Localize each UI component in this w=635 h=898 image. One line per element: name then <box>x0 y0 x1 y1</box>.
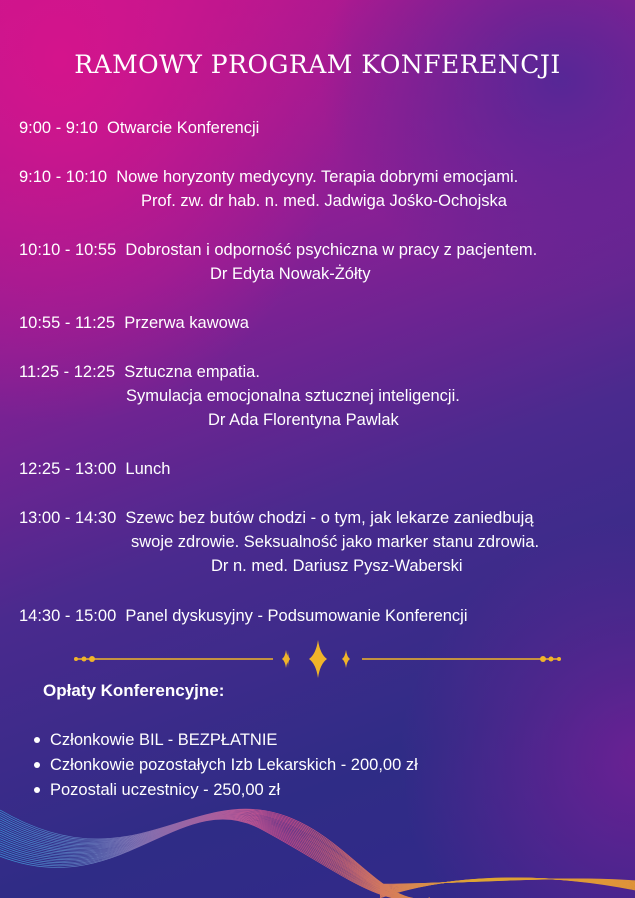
bullet-icon <box>34 762 40 768</box>
ornament-divider <box>70 640 565 680</box>
program-item: 9:10 - 10:10 Nowe horyzonty medycyny. Terapia dobrymi emocjami. <box>19 168 519 186</box>
program-item: 9:00 - 9:10 Otwarcie Konferencji <box>19 119 260 137</box>
program-item: 10:10 - 10:55 Dobrostan i odporność psychiczna w pracy z pacjentem. <box>19 241 538 259</box>
fee-item <box>30 728 418 753</box>
fees-heading: Opłaty Konferencyjne: <box>43 681 225 700</box>
program-speaker: Dr n. med. Dariusz Pysz-Waberski <box>211 557 463 575</box>
wave-line <box>0 815 635 898</box>
program-item: 10:55 - 11:25 Przerwa kawowa <box>19 314 249 332</box>
program-speaker: Dr Ada Florentyna Pawlak <box>208 411 399 429</box>
star-icon <box>309 640 327 678</box>
program-item-continued: swoje zdrowie. Seksualność jako marker stanu zdrowia. <box>131 533 540 551</box>
program-item: 12:25 - 13:00 Lunch <box>19 460 171 478</box>
star-icon <box>342 650 350 668</box>
fee-text: Członkowie BIL - BEZPŁATNIE <box>50 731 278 749</box>
wave-line <box>0 817 635 898</box>
program-item: 14:30 - 15:00 Panel dyskusyjny - Podsumowanie Konferencji <box>19 607 468 625</box>
program-item: 11:25 - 12:25 Sztuczna empatia. <box>19 363 260 381</box>
fee-text: Pozostali uczestnicy - 250,00 zł <box>50 781 281 799</box>
fee-item <box>30 753 418 778</box>
wave-line <box>0 813 635 898</box>
page-title: RAMOWY PROGRAM KONFERENCJI <box>74 50 561 79</box>
program-speaker: Prof. zw. dr hab. n. med. Jadwiga Jośko-Ochojska <box>141 192 507 210</box>
program-item: 13:00 - 14:30 Szewc bez butów chodzi - o tym, jak lekarze zaniedbują <box>19 509 534 527</box>
program-item-continued: Symulacja emocjonalna sztucznej inteligencji. <box>126 387 460 405</box>
program-speaker: Dr Edyta Nowak-Żółty <box>210 265 371 283</box>
decorative-waves <box>0 790 635 898</box>
bullet-icon <box>34 737 40 743</box>
fee-text: Członkowie pozostałych Izb Lekarskich - 200,00 zł <box>50 756 418 774</box>
